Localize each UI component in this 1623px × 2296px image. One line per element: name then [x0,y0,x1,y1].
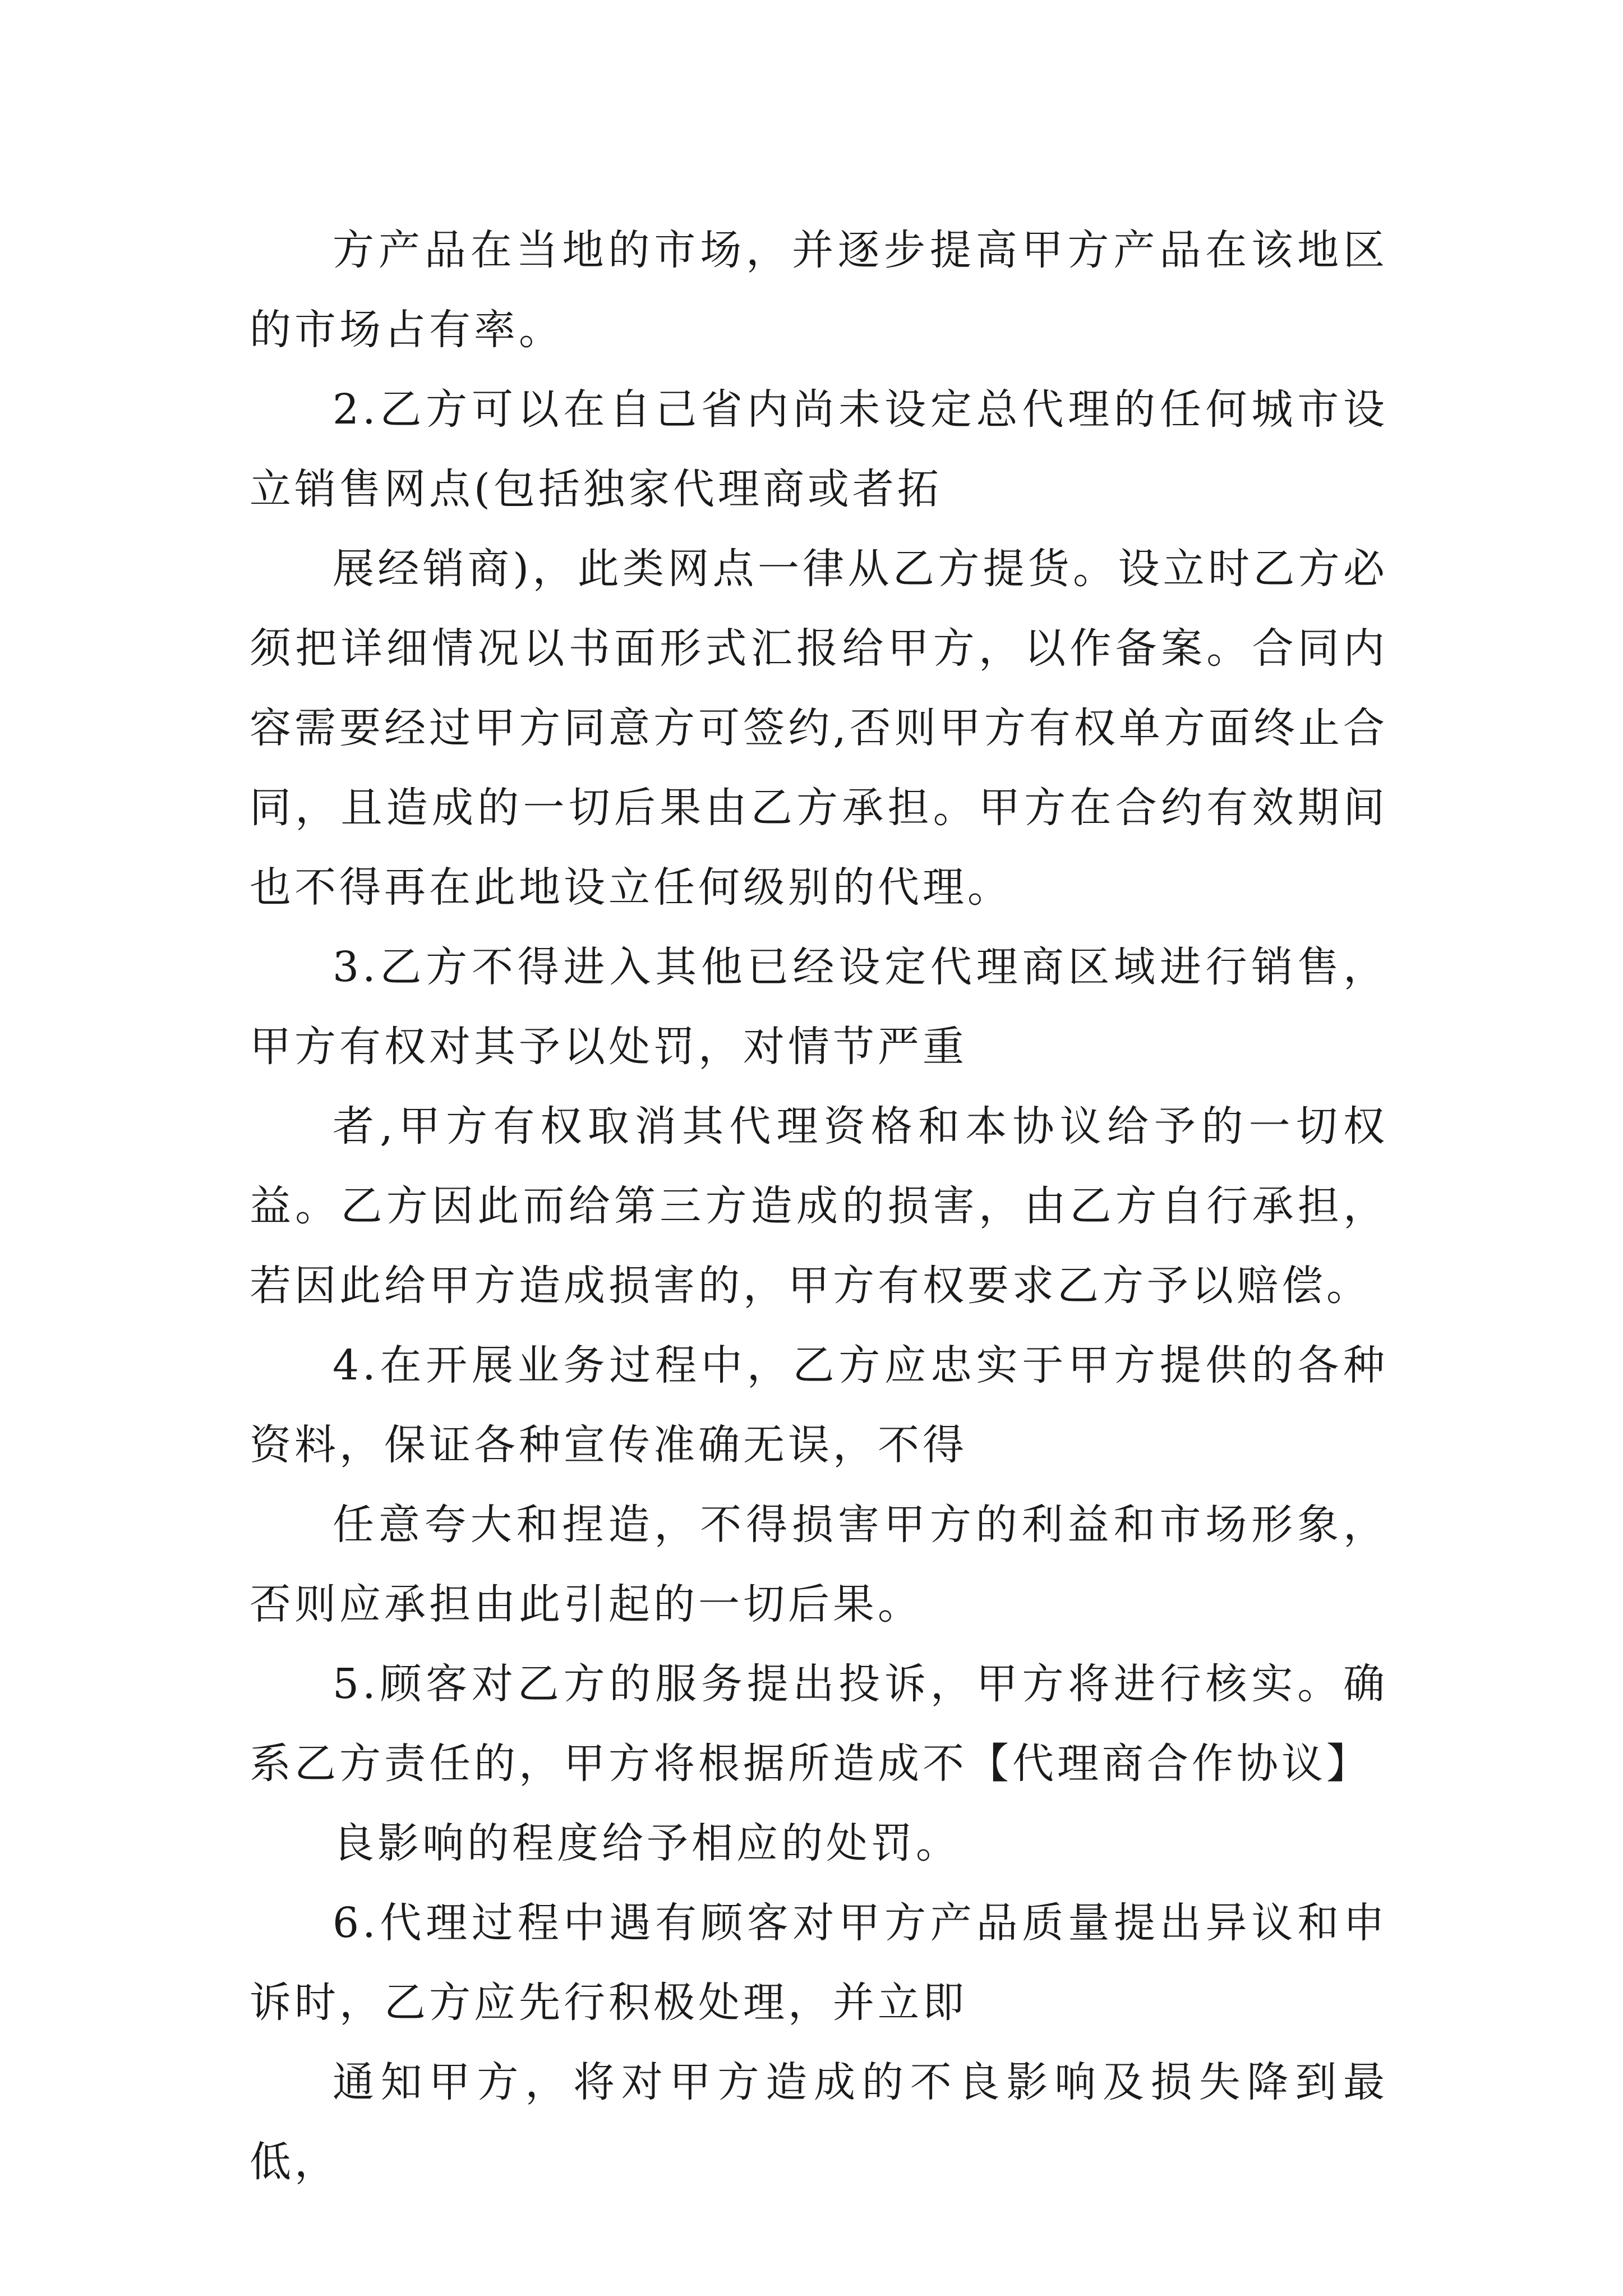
paragraph-3: 展经销商)，此类网点一律从乙方提货。设立时乙方必须把详细情况以书面形式汇报给甲方，以作备案。合同内容需要经过甲方同意方可签约,否则甲方有权单方面终止合同，且造成的一切后果由乙方承担。甲方在合约有效期间也不得再在此地设立任何级别的代理。 [250,545,1388,912]
paragraph-8: 5.顾客对乙方的服务提出投诉，甲方将进行核实。确系乙方责任的，甲方将根据所造成不【代理商合作协议】 [250,1660,1388,1788]
paragraph-11: 通知甲方，将对甲方造成的不良影响及损失降到最低， [250,2058,1388,2186]
paragraph-6: 4.在开展业务过程中，乙方应忠实于甲方提供的各种资料，保证各种宣传准确无误，不得 [250,1341,1388,1469]
paragraph-1: 方产品在当地的市场，并逐步提高甲方产品在该地区的市场占有率。 [250,226,1388,354]
document-body [250,210,1388,2202]
paragraph-10: 6.代理过程中遇有顾客对甲方产品质量提出异议和申诉时，乙方应先行积极处理，并立即 [250,1899,1388,2027]
paragraph-2: 2.乙方可以在自己省内尚未设定总代理的任何城市设立销售网点(包括独家代理商或者拓 [250,385,1388,513]
paragraph-5: 者,甲方有权取消其代理资格和本协议给予的一切权益。乙方因此而给第三方造成的损害，由乙方自行承担，若因此给甲方造成损害的，甲方有权要求乙方予以赔偿。 [250,1102,1388,1310]
paragraph-4: 3.乙方不得进入其他已经设定代理商区域进行销售，甲方有权对其予以处罚，对情节严重 [250,943,1388,1071]
paragraph-9: 良影响的程度给予相应的处罚。 [333,1819,961,1867]
paragraph-7: 任意夸大和捏造，不得损害甲方的利益和市场形象，否则应承担由此引起的一切后果。 [250,1501,1388,1628]
